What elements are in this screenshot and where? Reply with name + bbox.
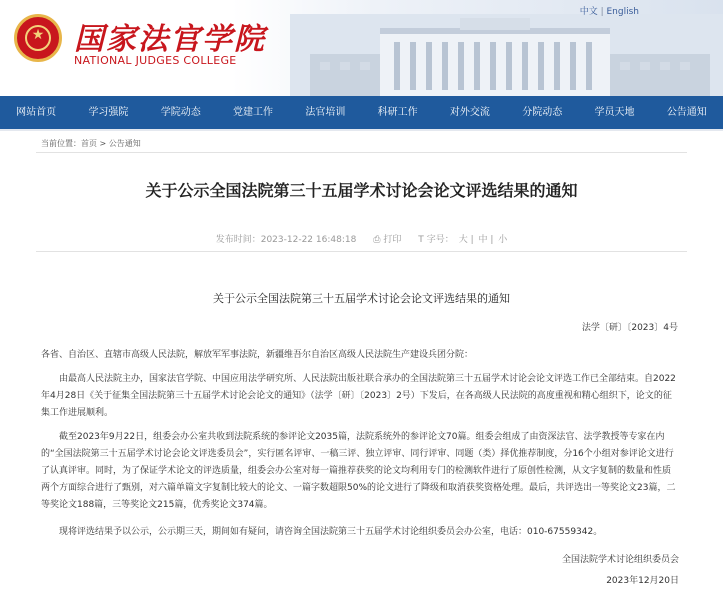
greeting-paragraph: 各省、自治区、直辖市高级人民法院，解放军军事法院，新疆维吾尔自治区高级人民法院生产建设兵团分院： [41,350,474,360]
body-paragraph-2: 截至2023年9月22日，组委会办公室共收到法院系统的参评论文2035篇，法院系统外的参评论文70篇。组委会组成了由资深法官、法学教授等专家在内的“全国法院第三十五届学术讨论会论文评选委员会”，实行匿名评审、一稿三评、独立评审、同行评审、同题（类）择优推荐制度，分16个小组对参评论文进行了认真评审。同时，为了保证学术论文的评选质量，组委会办公室对每一篇推荐获奖的论文均利用专门的检测软件进行了原创性检测，从文字复制的数量和性质两个方面综合进行了甄别，对六篇单篇文字复制比较大的论文、一篇字数超限50%的论文进行了降级和取消获奖资格处理。最后，共评选出一等奖论文23篇，二等奖论文188篇，三等奖论文215篇，优秀奖论文374篇。 [41,432,676,510]
publish-time: 发布时间：2023-12-22 16:48:18 [215,235,357,245]
print-link[interactable]: 打印 [383,235,402,245]
font-size-medium[interactable]: 中 [478,235,488,245]
building-banner-image [290,14,723,96]
lang-zh-link[interactable]: 中文 [579,7,598,17]
logo-english[interactable]: NATIONAL JUDGES COLLEGE [74,54,237,67]
breadcrumb-separator: > [97,139,109,148]
divider [36,152,687,153]
breadcrumb-current-link[interactable]: 公告通知 [108,139,141,148]
nav-item-students[interactable]: 学员天地 [594,107,635,118]
article-subtitle: 关于公示全国法院第三十五届学术讨论会论文评选结果的通知 [213,292,510,305]
font-size-icon: T [418,235,424,245]
nav-item-party-building[interactable]: 党建工作 [233,107,274,118]
font-size-small[interactable]: 小 [498,235,508,245]
site-header [0,0,723,96]
nav-item-branch-news[interactable]: 分院动态 [522,107,563,118]
body-paragraph-1: 由最高人民法院主办，国家法官学院、中国应用法学研究所、人民法院出版社联合承办的全国法院第三十五届学术讨论会论文评选工作已全部结束。自2022年4月28日《关于征集全国法院第三十五届学术讨论会论文的通知》（法学〔研〕〔2023〕2号）下发后，在各高级人民法院的高度重视和精心组织下，论文的征集工作进展顺利。 [41,374,676,418]
font-size-label: 字号： [426,235,454,245]
signature-date: 2023年12月20日 [606,576,679,586]
nav-item-research[interactable]: 科研工作 [377,107,418,118]
language-switcher [580,4,639,17]
nav-item-college-news[interactable]: 学院动态 [160,107,201,118]
nav-item-judge-training[interactable]: 法官培训 [305,107,346,118]
body-paragraph-3: 现将评选结果予以公示，公示期三天，期间如有疑问，请咨询全国法院第三十五届学术讨论组织委员会办公室，电话：010-67559342。 [59,527,603,537]
article-meta: 发布时间：2023-12-22 16:48:18 ⎙ 打印 T 字号： 大 | 中 | 小 [215,235,508,245]
breadcrumb-label: 当前位置： [41,139,81,148]
nav-item-foreign-exchange[interactable]: 对外交流 [449,107,490,118]
breadcrumb-home-link[interactable]: 首页 [81,139,97,148]
font-size-large[interactable]: 大 [458,235,468,245]
document-number: 法学〔研〕〔2023〕4号 [581,323,678,333]
nav-item-study[interactable]: 学习强院 [88,107,129,118]
article-title: 关于公示全国法院第三十五届学术讨论会论文评选结果的通知 [145,181,578,200]
lang-separator: | [597,7,607,17]
print-icon[interactable]: ⎙ [373,235,381,245]
court-emblem-icon[interactable] [14,14,62,62]
signature: 全国法院学术讨论组织委员会 [561,555,679,565]
star-icon: ★ [31,27,45,43]
breadcrumb [41,138,141,149]
nav-item-home[interactable]: 网站首页 [16,107,57,118]
main-nav [0,96,723,131]
divider [36,251,687,252]
logo-chinese[interactable]: 国家法官学院 [74,22,266,57]
lang-en-link[interactable]: English [606,7,639,17]
nav-item-notices[interactable]: 公告通知 [666,107,707,118]
